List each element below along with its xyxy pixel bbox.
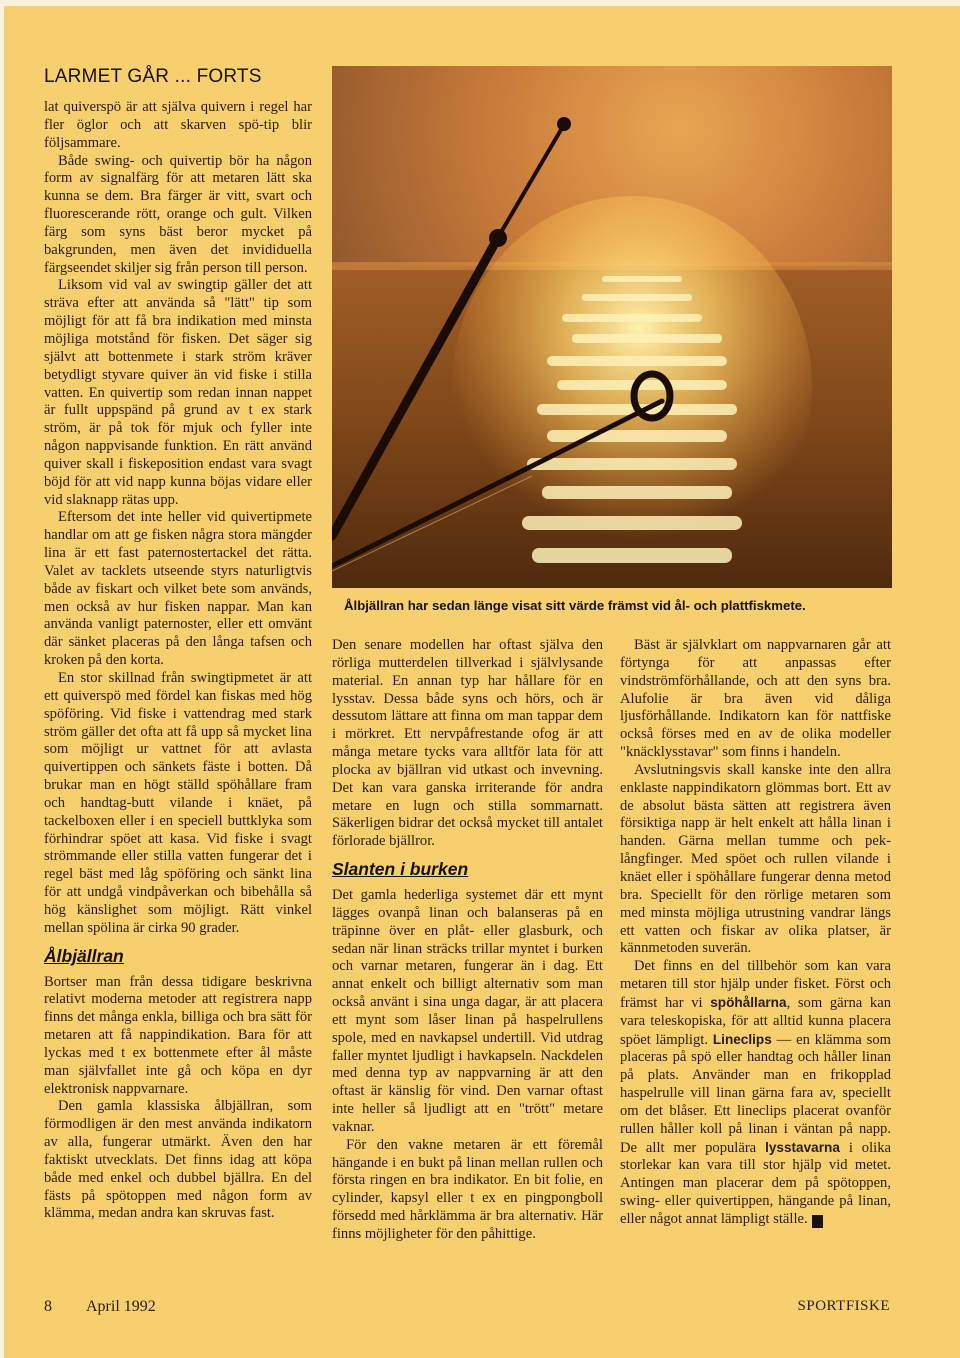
paragraph: Den gamla klassiska ålbjällran, som förmodligen är den mest använda indikatorn av alla, fungerar utmärkt. Även den har faktiskt utvecklats. Det finns idag att köpa både med enkel och dubbel bjällra. En del fästs på spötoppen med någon form av klämma, medan andra kan skruvas fast. [44,1098,312,1222]
photo-caption: Ålbjällran har sedan länge visat sitt värde främst vid ål- och plattfiskmete. [344,598,806,613]
article-column-1 [44,99,312,1223]
bold-term: spöhållarna [710,994,787,1010]
page-number: 8 [44,1298,52,1315]
text-run: Det finns en del tillbehör som kan vara metaren till stor hjälp under fisket. Först och främst har vi [620,958,891,1011]
text-run: i olika storlekar kan vara till stor hjälp vid metet. Antingen man placerar dem på spötoppen, swing- eller quivertippen, hängande på linan, eller något annat lämpligt ställe. [620,1139,891,1227]
paragraph: Eftersom det inte heller vid quivertipmete handlar om att ge fisken några stora mängder lina är ett fast paternostertackel det rätta. Valet av tacklets utseende styrs naturligtvis både av fiskart och vilket bete som används, men också av hur fisken nappar. Man kan använda vanligt paternoster, eller ett omvänt där sänket placeras på den långa tafsen och kroken på den korta. [44,509,312,669]
fishing-rod-sunset-photo [332,66,892,588]
section-heading: Ålbjällran [44,945,124,966]
running-head: LARMET GÅR ... FORTS [44,66,262,87]
text-run: — en klämma som placeras på spö eller handtag och håller linan på plats. Använder man en frikopplad haspelrulle vill linan gärna fara av, speciellt om det blåser. Ett lineclips placerat ovanför rullen håller koll på linan i väntan på napp. De allt mer populära [620,1031,891,1156]
end-of-article-mark: D [812,1215,823,1228]
paragraph: Bäst är självklart om nappvarnaren går att förtynga för att anpassas efter vindströmförhållande, och att den syns bra. Alufolie är bra även vid dåliga ljusförhållande. Indikatorn kan för nattfiske också förses med en av de olika modeller "knäcklysstavar" som finns i handeln. [620,637,891,761]
paragraph: Det gamla hederliga systemet där ett mynt lägges ovanpå linan och balanseras på en träpinne över en plåt- eller glasburk, och sedan när linan sträcks trillar myntet i burken och varnar metaren, fungerar än i dag. Ett annat enkelt och billigt alternativ som man också använt i sina unga dagar, är att placera ett mynt som låser linan på haspelrullens spole, med en navkapsel undertill. Vid utdrag faller myntet ljudligt i havkapseln. Nackdelen med denna typ av nappvarning är att den oftast är känslig för vind. Den varnar oftast inte heller så ljudligt att en "trött" metare vaknar. [332,886,603,1135]
paragraph: Bortser man från dessa tidigare beskrivna relativt moderna metoder att registrera napp finns det många enkla, billiga och bra sätt för metaren att få nappindikation. Bara för att lyckas med t ex bottenmete efter ål måste man självfallet inte gå och köpa en dyr elektronisk nappvarnare. [44,973,312,1097]
paragraph: Liksom vid val av swingtip gäller det att sträva efter att använda så "lätt" tip som möjligt för att få bra indikation med minsta möjliga motstånd för fisken. Det säger sig självt att bottenmete i stark ström kräver betydligt styvare quiver än vid fiske i stilla vatten. En quivertip som redan innan nappet är fullt uppspänd på grund av t ex stark ström, är på tok för mjuk och fyller inte någon nappvisande funktion. En rätt använd quiver skall i fiskeposition endast vara svagt böjd för att vid napp kunna böjas vidare eller vid slaknapp rätas upp. [44,277,312,508]
page-edge [0,0,960,6]
paragraph: Den senare modellen har oftast själva den rörliga mutterdelen tillverkad i självlysande material. En annan typ har hållare för en lysstav. Dessa både syns och hörs, och är dessutom lättare att finna om man tappar dem i mörkret. Ett nervpåfrestande ofog är att många metare tycks vara alltför lata för att plocka av bjällran vid utkast och invevning. Det kan vara ganska irriterande för andra metare en lugn och stilla sommarnatt. Säkerligen bidrar det också mycket till antalet förlorade bjällror. [332,637,603,850]
paragraph: En stor skillnad från swingtipmetet är att ett quiverspö med fördel kan fiskas med hög spöföring. Vid fiske i vattendrag med stark ström gäller det ofta att få upp så mycket lina som möjligt ur vattnet för att avlasta quivertippen och sänkets fäste i botten. Då brukar man en högt ställd spöhållare fram och handtag-butt vilande i knäet, på tackelboxen eller i en speciell buttklyka som förhindrar spöet att kasa. Vid fiske i svagt strömmande eller stilla vatten fungerar det i regel bäst med låg spöföring och sänkt lina för att undgå vindpåverkan och bibehålla så hög känslighet som möjligt. Rätt vinkel mellan spölina är cirka 90 grader. [44,670,312,936]
page-edge-left [0,0,4,1358]
paragraph: För den vakne metaren är ett föremål hängande i en bukt på linan mellan rullen och första ringen en bra indikator. En bit folie, en cylinder, kapsyl eller t ex en pingpongboll försedd med hårklämma är bra alternativ. Här finns möjligheter för den påhittige. [332,1136,603,1242]
paragraph: lat quiverspö är att själva quivern i regel har fler öglor och att skarven spö-tip blir följsammare. [44,99,312,151]
magazine-name: SPORTFISKE [797,1298,890,1314]
footer-left [44,1298,156,1316]
section-heading: Slanten i burken [332,859,469,880]
text-run: , som gärna kan vara teleskopiska, för att alltid kunna placera spöet lämpligt. [620,994,891,1048]
issue-date: April 1992 [86,1298,156,1315]
paragraph: Avslutningsvis skall kanske inte den allra enklaste nappindikatorn glömmas bort. Ett av de absolut bästa sätten att registrera även försiktiga napp är helt enkelt att hålla linan i handen. Gärna mellan tumme och pek-långfinger. Med spöet och rullen vilande i knäet eller i spöhållare fungerar denna metod bra. Speciellt för den rörlige metaren som med minsta möjliga utrustning vandrar längs ett vatten och fiskar av olika platser, är kännmetoden suverän. [620,761,891,957]
bold-term: Lineclips [712,1031,772,1047]
paragraph: Både swing- och quivertip bör ha någon form av signalfärg för att metaren lätt ska kunna se dem. Bra färger är vitt, svart och fluorescerande rött, orange och gult. Vilken färg som syns bäst beror mycket på bakgrunden, men även det invididuella färgseendet skiljer sig från person till person. [44,152,312,276]
paragraph [620,958,891,1229]
article-column-3 [620,637,891,1229]
bold-term: lysstavarna [765,1139,840,1155]
article-column-2 [332,637,603,1244]
